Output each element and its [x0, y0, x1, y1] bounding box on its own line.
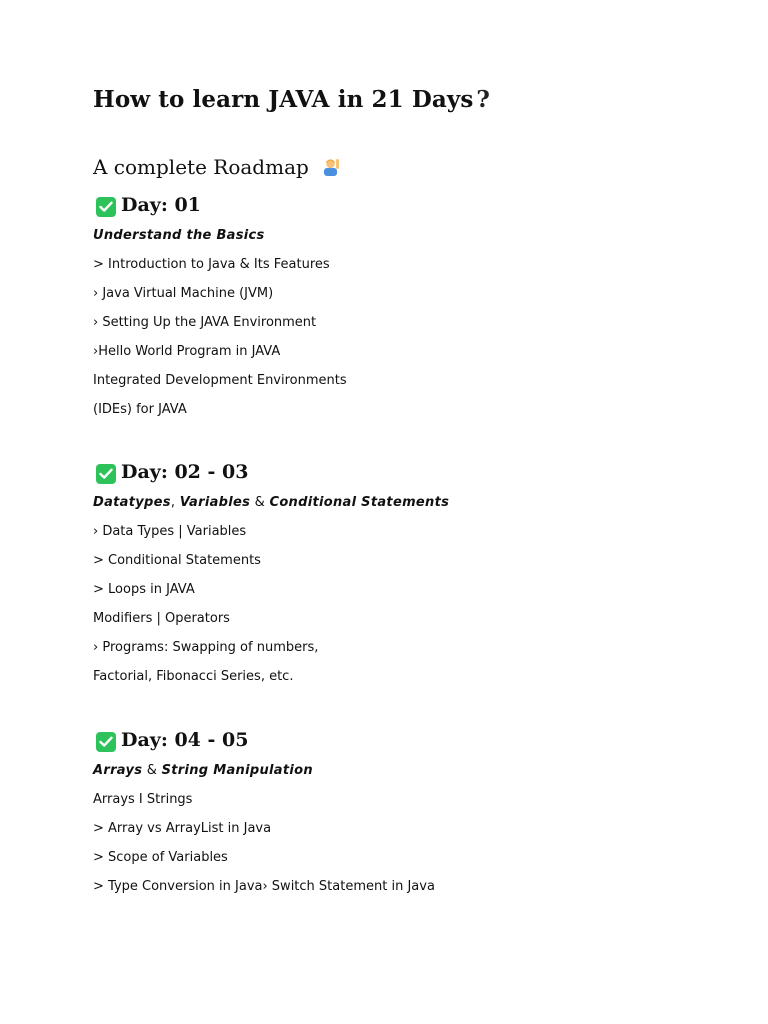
- topic-separator: ,: [170, 495, 180, 510]
- check-mark-icon: [96, 464, 116, 484]
- check-mark-icon: [96, 197, 116, 217]
- section-topic: [93, 495, 733, 515]
- item-list: [93, 790, 733, 906]
- day-word: Day: [121, 194, 161, 216]
- topic-separator: &: [142, 763, 162, 778]
- list-item: > Loops in JAVA: [93, 582, 195, 597]
- topic-part: Arrays: [93, 763, 143, 778]
- day-heading: [93, 731, 733, 757]
- list-item: › Programs: Swapping of numbers,: [93, 640, 319, 655]
- list-item: > Array vs ArrayList in Java: [93, 821, 272, 836]
- topic-part: String Manipulation: [161, 763, 313, 778]
- day-section-04-05: [93, 731, 733, 906]
- day-word: Day: [121, 729, 161, 751]
- topic-part: Datatypes: [93, 495, 171, 510]
- day-number: : 02 - 03: [160, 461, 249, 483]
- day-heading: [93, 463, 733, 489]
- day-word: Day: [121, 461, 161, 483]
- item-list: [93, 255, 733, 429]
- section-topic: Understand the Basics: [93, 228, 265, 243]
- list-item: ›Hello World Program in JAVA: [93, 344, 281, 359]
- day-label: [121, 729, 248, 751]
- day-number: : 04 - 05: [160, 729, 249, 751]
- list-item: > Conditional Statements: [93, 553, 261, 568]
- title-question-mark: ?: [476, 86, 490, 113]
- list-item: › Data Types | Variables: [93, 524, 247, 539]
- list-item: (IDEs) for JAVA: [93, 402, 187, 417]
- page-subtitle: [93, 155, 341, 179]
- list-item: Integrated Development Environments: [93, 373, 347, 388]
- list-item: › Setting Up the JAVA Environment: [93, 315, 317, 330]
- topic-part: Variables: [179, 495, 251, 510]
- day-number: : 01: [160, 194, 201, 216]
- day-label: [121, 194, 201, 216]
- list-item: > Type Conversion in Java› Switch Statement in Java: [93, 879, 435, 894]
- list-item: > Scope of Variables: [93, 850, 228, 865]
- list-item: > Introduction to Java & Its Features: [93, 257, 330, 272]
- subtitle-text: A complete Roadmap: [93, 155, 309, 179]
- list-item: › Java Virtual Machine (JVM): [93, 286, 274, 301]
- page-title: [93, 86, 490, 113]
- check-mark-icon: [96, 732, 116, 752]
- day-heading: [93, 196, 733, 222]
- list-item: Modifiers | Operators: [93, 611, 230, 626]
- day-label: [121, 461, 248, 483]
- person-raising-hand-icon: [321, 156, 341, 176]
- title-text: How to learn JAVA in 21 Days: [93, 86, 474, 113]
- day-section-01: [93, 196, 733, 429]
- section-topic: [93, 763, 733, 783]
- list-item: Arrays I Strings: [93, 792, 193, 807]
- topic-separator: &: [250, 495, 270, 510]
- topic-part: Conditional Statements: [269, 495, 450, 510]
- list-item: Factorial, Fibonacci Series, etc.: [93, 669, 294, 684]
- item-list: [93, 522, 733, 696]
- day-section-02-03: [93, 463, 733, 696]
